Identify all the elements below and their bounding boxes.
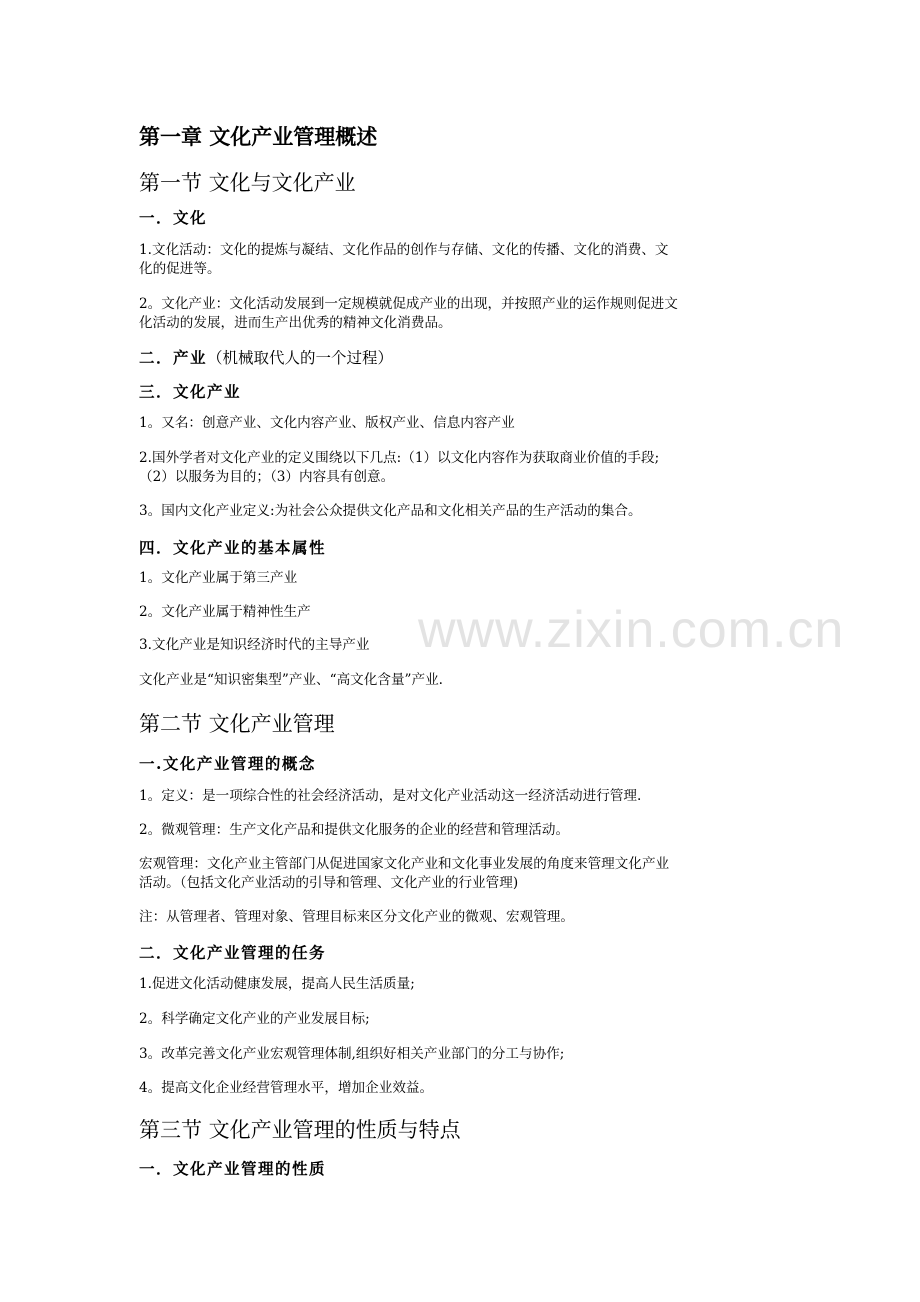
paragraph-culture-activity-line1: 1.文化活动：文化的提炼与凝结、文化作品的创作与存储、文化的传播、文化的消费、文 bbox=[139, 242, 669, 258]
paragraph-aliases: 1。又名：创意产业、文化内容产业、版权产业、信息内容产业 bbox=[139, 415, 515, 431]
heading-management-tasks: 二．文化产业管理的任务 bbox=[139, 943, 327, 962]
heading-cultural-industry: 三．文化产业 bbox=[139, 382, 242, 401]
paragraph-domestic-definition: 3。国内文化产业定义:为社会公众提供文化产品和文化相关产品的生产活动的集合。 bbox=[139, 503, 642, 519]
heading-culture: 一．文化 bbox=[139, 208, 208, 227]
paragraph-culture-industry-line1: 2。文化产业：文化活动发展到一定规模就促成产业的出现，并按照产业的运作规则促进文 bbox=[139, 296, 678, 312]
chapter-title: 第一章 文化产业管理概述 bbox=[139, 125, 378, 149]
paragraph-macro-management-line1: 宏观管理：文化产业主管部门从促进国家文化产业和文化事业发展的角度来管理文化产业 bbox=[139, 856, 670, 872]
paragraph-macro-management-line2: 活动。（包括文化产业活动的引导和管理、文化产业的行业管理) bbox=[139, 875, 519, 891]
section-1-title: 第一节 文化与文化产业 bbox=[139, 171, 356, 195]
attribute-knowledge-economy: 3.文化产业是知识经济时代的主导产业 bbox=[139, 637, 370, 653]
heading-management-nature: 一．文化产业管理的性质 bbox=[139, 1159, 327, 1178]
paragraph-culture-activity-line2: 化的促进等。 bbox=[139, 261, 221, 277]
heading-industry bbox=[139, 346, 789, 368]
heading-industry-note: （机械取代人的一个过程） bbox=[207, 349, 394, 367]
heading-industry-text: 二．产业 bbox=[139, 348, 208, 367]
paragraph-foreign-definition-line2: （2）以服务为目的；（3）内容具有创意。 bbox=[139, 469, 395, 485]
paragraph-knowledge-intensive: 文化产业是“知识密集型”产业、“高文化含量”产业. bbox=[139, 672, 443, 688]
task-2: 2。科学确定文化产业的产业发展目标; bbox=[139, 1011, 370, 1027]
paragraph-culture-industry-line2: 化活动的发展，进而生产出优秀的精神文化消费品。 bbox=[139, 315, 452, 331]
watermark: www.zixin.com.cn bbox=[418, 601, 845, 659]
attribute-tertiary: 1。文化产业属于第三产业 bbox=[139, 570, 298, 586]
heading-attributes: 四．文化产业的基本属性 bbox=[139, 538, 327, 557]
attribute-spiritual: 2。文化产业属于精神性生产 bbox=[139, 604, 311, 620]
paragraph-note: 注：从管理者、管理对象、管理目标来区分文化产业的微观、宏观管理。 bbox=[139, 909, 574, 925]
heading-management-concept: 一.文化产业管理的概念 bbox=[139, 754, 316, 773]
paragraph-foreign-definition-line1: 2.国外学者对文化产业的定义围绕以下几点:（1）以文化内容作为获取商业价值的手段; bbox=[139, 450, 660, 466]
section-2-title: 第二节 文化产业管理 bbox=[139, 712, 335, 736]
task-1: 1.促进文化活动健康发展，提高人民生活质量; bbox=[139, 976, 415, 992]
task-3: 3。改革完善文化产业宏观管理体制,组织好相关产业部门的分工与协作; bbox=[139, 1046, 565, 1062]
paragraph-definition: 1。定义：是一项综合性的社会经济活动，是对文化产业活动这一经济活动进行管理. bbox=[139, 788, 642, 804]
section-3-title: 第三节 文化产业管理的性质与特点 bbox=[139, 1118, 461, 1142]
paragraph-micro-management: 2。微观管理：生产文化产品和提供文化服务的企业的经营和管理活动。 bbox=[139, 822, 570, 838]
task-4: 4。提高文化企业经营管理水平，增加企业效益。 bbox=[139, 1080, 434, 1096]
